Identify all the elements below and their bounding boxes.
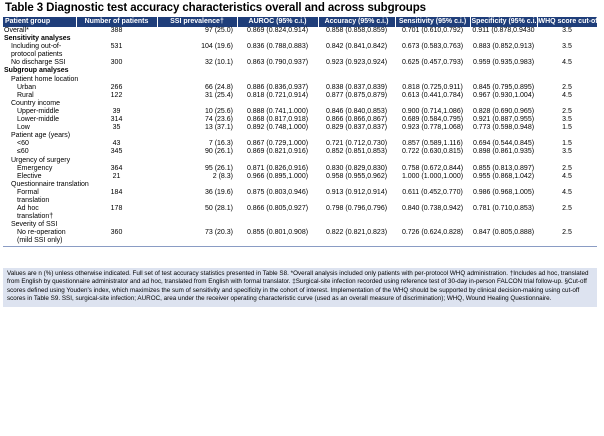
cell-patient-group: translation — [17, 196, 50, 204]
cell-patient-group: (mild SSI only) — [3, 237, 76, 246]
cell-whq-cutoff: 3.5 — [562, 43, 572, 51]
table-row — [3, 35, 597, 43]
cell-accuracy: 0.798 (0.796,0.796) — [325, 205, 388, 213]
cell-patient-group: Questionnaire translation — [11, 180, 89, 188]
cell-specificity — [470, 132, 537, 140]
cell-sensitivity: 0.613 (0.441,0.784) — [401, 91, 464, 99]
cell-sensitivity: 0.689 (0.584,0.795) — [401, 116, 464, 124]
cell-whq-cutoff: 3.5 — [562, 116, 572, 124]
cell-patient-group: Formal — [17, 188, 39, 196]
cell-specificity — [470, 237, 537, 246]
cell-specificity: 0.883 (0.852,0.913) — [472, 43, 535, 51]
table-row — [3, 221, 597, 229]
cell-whq-cutoff — [537, 221, 597, 229]
cell-auroc: 0.866 (0.805,0.927) — [246, 205, 309, 213]
cell-number-of-patients: 178 — [110, 205, 123, 213]
cell-ssi-prevalence — [157, 67, 237, 75]
table-row — [3, 67, 597, 75]
cell-number-of-patients: 364 — [110, 164, 123, 172]
table-row — [3, 197, 597, 205]
cell-specificity: 0.986 (0.968,1.005) — [472, 188, 535, 196]
col-header-ssi-prevalence: SSI prevalence† — [157, 17, 237, 27]
cell-auroc: 0.888 (0.741,1.000) — [246, 107, 309, 115]
table-row — [3, 157, 597, 165]
cell-specificity — [470, 67, 537, 75]
cell-specificity: 0.855 (0.813,0.897) — [472, 164, 535, 172]
cell-accuracy — [318, 197, 395, 205]
cell-patient-group: Elective — [17, 172, 42, 180]
cell-accuracy — [318, 100, 395, 108]
cell-ssi-prevalence — [157, 197, 237, 205]
cell-whq-cutoff — [537, 100, 597, 108]
cell-specificity — [470, 76, 537, 84]
cell-patient-group: Emergency — [17, 164, 53, 172]
cell-specificity: 0.921 (0.887,0.955) — [472, 116, 535, 124]
cell-sensitivity: 0.923 (0.778,1.068) — [401, 124, 464, 132]
cell-whq-cutoff: 3.5 — [562, 148, 572, 156]
cell-patient-group: Country income — [11, 99, 61, 107]
cell-ssi-prevalence: 10 (25.6) — [204, 107, 233, 115]
table-row — [3, 76, 597, 84]
cell-number-of-patients: 122 — [110, 91, 123, 99]
cell-sensitivity — [395, 51, 470, 59]
cell-specificity — [470, 181, 537, 189]
cell-accuracy — [318, 76, 395, 84]
cell-sensitivity — [395, 132, 470, 140]
table-row — [3, 43, 597, 51]
cell-patient-group: Lower-middle — [17, 116, 60, 124]
cell-ssi-prevalence — [157, 100, 237, 108]
cell-number-of-patients: 43 — [112, 140, 121, 148]
cell-auroc: 0.871 (0.826,0.916) — [246, 164, 309, 172]
cell-ssi-prevalence: 13 (37.1) — [204, 124, 233, 132]
cell-sensitivity: 0.818 (0.725,0.911) — [402, 83, 463, 91]
cell-ssi-prevalence: 50 (28.1) — [204, 205, 233, 213]
cell-ssi-prevalence: 74 (23.6) — [204, 116, 233, 124]
cell-ssi-prevalence — [157, 157, 237, 165]
table-row — [3, 27, 597, 35]
cell-ssi-prevalence: 7 (16.3) — [208, 140, 233, 148]
cell-number-of-patients: 35 — [112, 124, 121, 132]
cell-specificity: 0.845 (0.795,0.895) — [472, 83, 535, 91]
cell-auroc: 0.868 (0.817,0.918) — [246, 116, 309, 124]
cell-whq-cutoff: 2.5 — [562, 229, 572, 237]
table-row — [3, 92, 597, 100]
cell-auroc: 0.855 (0.801,0.908) — [246, 229, 309, 237]
cell-specificity: 0.828 (0.690,0.965) — [472, 107, 535, 115]
cell-sensitivity — [395, 181, 470, 189]
cell-patient-group: <60 — [17, 140, 29, 148]
cell-accuracy: 0.842 (0.841,0.842) — [325, 43, 388, 51]
cell-auroc — [237, 100, 318, 108]
cell-patient-group: translation† — [17, 213, 54, 221]
cell-whq-cutoff — [537, 35, 597, 43]
cell-accuracy: 0.866 (0.866,0.867) — [325, 116, 388, 124]
cell-ssi-prevalence — [157, 181, 237, 189]
cell-number-of-patients — [76, 157, 157, 165]
cell-accuracy: 0.846 (0.840,0.853) — [325, 107, 388, 115]
cell-ssi-prevalence — [157, 35, 237, 43]
table-row — [3, 229, 597, 237]
cell-specificity — [470, 197, 537, 205]
accuracy-table — [3, 17, 604, 247]
cell-specificity — [470, 35, 537, 43]
cell-accuracy: 0.923 (0.923,0.924) — [325, 59, 388, 67]
cell-auroc: 0.818 (0.721,0.914) — [246, 91, 309, 99]
table-row — [3, 181, 597, 189]
cell-auroc: 0.836 (0.788,0.883) — [246, 43, 309, 51]
cell-number-of-patients: 266 — [110, 83, 123, 91]
cell-whq-cutoff: 4.5 — [562, 59, 572, 67]
cell-sensitivity — [395, 213, 470, 221]
cell-accuracy — [318, 157, 395, 165]
cell-sensitivity — [395, 197, 470, 205]
cell-whq-cutoff: 2.5 — [562, 164, 572, 172]
cell-accuracy — [318, 67, 395, 75]
cell-sensitivity: 1.000 (1.000,1.000) — [401, 172, 464, 180]
table-row — [3, 148, 597, 156]
cell-specificity: 0.955 (0.868,1.042) — [472, 172, 535, 180]
cell-ssi-prevalence: 31 (25.4) — [204, 91, 233, 99]
table-row — [3, 173, 597, 181]
cell-whq-cutoff: 4.5 — [562, 172, 572, 180]
cell-whq-cutoff — [537, 132, 597, 140]
cell-auroc: 0.863 (0.790,0.937) — [246, 59, 309, 67]
table-header-row — [3, 17, 597, 27]
table-row — [3, 100, 597, 108]
cell-auroc — [237, 237, 318, 246]
table-row — [3, 51, 597, 59]
cell-auroc: 0.869 (0.824,0.914) — [246, 27, 309, 34]
col-header-auroc: AUROC (95% c.i.) — [237, 17, 318, 27]
cell-auroc: 0.966 (0.895,1.000) — [246, 172, 309, 180]
cell-ssi-prevalence: 73 (20.3) — [204, 229, 233, 237]
cell-accuracy: 0.822 (0.821,0.823) — [325, 229, 388, 237]
cell-ssi-prevalence — [157, 237, 237, 246]
cell-accuracy — [318, 213, 395, 221]
table-row — [3, 140, 597, 148]
cell-ssi-prevalence: 36 (19.6) — [204, 188, 233, 196]
cell-auroc — [237, 35, 318, 43]
cell-accuracy: 0.838 (0.837,0.839) — [325, 83, 388, 91]
cell-patient-group: protocol patients — [11, 51, 63, 59]
cell-auroc — [237, 67, 318, 75]
cell-number-of-patients — [76, 197, 157, 205]
col-header-accuracy: Accuracy (95% c.i.) — [318, 17, 395, 27]
cell-specificity — [470, 221, 537, 229]
cell-sensitivity — [395, 157, 470, 165]
cell-sensitivity: 0.840 (0.738,0.942) — [401, 205, 464, 213]
table-row — [3, 237, 597, 246]
cell-number-of-patients — [76, 35, 157, 43]
cell-sensitivity — [395, 221, 470, 229]
cell-sensitivity: 0.673 (0.583,0.763) — [401, 43, 464, 51]
cell-patient-group: Urban — [17, 83, 37, 91]
cell-accuracy: 0.721 (0.712,0.730) — [325, 140, 388, 148]
cell-auroc: 0.886 (0.836,0.937) — [246, 83, 309, 91]
table-row — [3, 165, 597, 173]
cell-accuracy: 0.958 (0.955,0.962) — [325, 172, 388, 180]
cell-patient-group: ≤60 — [17, 148, 29, 156]
table-row — [3, 84, 597, 92]
cell-patient-group: Sensitivity analyses — [4, 35, 71, 43]
table-body — [3, 27, 597, 246]
cell-patient-group: Rural — [17, 91, 34, 99]
table-row — [3, 213, 597, 221]
cell-auroc — [237, 51, 318, 59]
cell-whq-cutoff — [537, 181, 597, 189]
cell-specificity — [470, 100, 537, 108]
cell-ssi-prevalence: 95 (26.1) — [204, 164, 233, 172]
cell-sensitivity — [395, 35, 470, 43]
cell-number-of-patients: 360 — [110, 229, 123, 237]
cell-specificity — [470, 157, 537, 165]
cell-number-of-patients — [76, 51, 157, 59]
cell-ssi-prevalence: 2 (8.3) — [212, 172, 233, 180]
table-row — [3, 132, 597, 140]
cell-auroc — [237, 181, 318, 189]
cell-sensitivity: 0.900 (0.714,1.086) — [401, 107, 464, 115]
cell-whq-cutoff: 3.5 — [562, 27, 572, 34]
col-header-whq-cutoff: WHQ score cut-off§ — [537, 17, 597, 27]
table-row — [3, 108, 597, 116]
cell-ssi-prevalence — [157, 51, 237, 59]
cell-patient-group: No discharge SSI — [11, 59, 66, 67]
cell-specificity — [470, 213, 537, 221]
cell-number-of-patients: 314 — [110, 116, 123, 124]
cell-specificity: 0.898 (0.861,0.935) — [472, 148, 535, 156]
cell-number-of-patients — [76, 213, 157, 221]
cell-auroc: 0.875 (0.803,0.946) — [246, 188, 309, 196]
cell-ssi-prevalence: 104 (19.6) — [201, 43, 233, 51]
table-row — [3, 59, 597, 67]
table-row — [3, 116, 597, 124]
cell-patient-group: Subgroup analyses — [4, 67, 69, 75]
cell-accuracy — [318, 51, 395, 59]
cell-patient-group: Severity of SSI — [11, 221, 58, 229]
cell-specificity: 0.781 (0.710,0.853) — [472, 205, 535, 213]
cell-specificity: 0.694 (0.544,0.845) — [472, 140, 535, 148]
cell-accuracy: 0.829 (0.837,0.837) — [325, 124, 388, 132]
col-header-patient-group: Patient group — [3, 17, 76, 27]
table-footnote: Values are n (%) unless otherwise indicated. Full set of test accuracy statistics presented in Table S8. *Overall analysis included only patients with per-protocol WHQ administration. †Includes ad hoc, translated from English by questionnaire administrator and ad hoc, translated from English with formal translator. ‡Surgical-site infection recorded using reference test of 30-day in-person FALCON trial follow-up. §Cut-off scores defined using Youden's index, which maximizes the sum of sensitivity and specificity in the cohort of interest. Implementation of the WHQ should be supported by clinical decision-making using cut-off scores in Table S9. SSI, surgical-site infection; AUROC, area under the receiver operating characteristic curve (used as an overall measure of discrimination); WHQ, Wound Healing Questionnaire. — [3, 268, 597, 307]
cell-number-of-patients: 21 — [112, 172, 121, 180]
cell-sensitivity — [395, 76, 470, 84]
cell-number-of-patients — [76, 67, 157, 75]
cell-auroc — [237, 132, 318, 140]
cell-patient-group: Ad hoc — [17, 205, 39, 213]
cell-accuracy — [318, 221, 395, 229]
cell-specificity: 0.967 (0.930,1.004) — [472, 91, 535, 99]
cell-accuracy — [318, 132, 395, 140]
cell-specificity: 0.959 (0.935,0.983) — [472, 59, 535, 67]
cell-patient-group: Including out-of- — [11, 43, 62, 51]
cell-sensitivity: 0.758 (0.672,0.844) — [401, 164, 464, 172]
cell-accuracy: 0.830 (0.829,0.830) — [325, 164, 388, 172]
cell-number-of-patients: 531 — [110, 43, 123, 51]
table-row — [3, 205, 597, 213]
cell-auroc — [237, 213, 318, 221]
cell-accuracy — [318, 181, 395, 189]
cell-whq-cutoff: 2.5 — [562, 83, 572, 91]
cell-auroc: 0.892 (0.748,1.000) — [246, 124, 309, 132]
table-title: Table 3 Diagnostic test accuracy characteristics overall and across subgroups — [5, 2, 426, 14]
cell-patient-group: No re-operation — [17, 229, 66, 237]
cell-whq-cutoff — [537, 76, 597, 84]
cell-number-of-patients — [76, 100, 157, 108]
cell-accuracy — [318, 35, 395, 43]
cell-whq-cutoff: 4.5 — [562, 188, 572, 196]
cell-sensitivity: 0.857 (0.589,1.116) — [402, 140, 463, 148]
cell-ssi-prevalence: 66 (24.8) — [204, 83, 233, 91]
cell-specificity: 0.847 (0.805,0.888) — [472, 229, 535, 237]
cell-whq-cutoff — [537, 197, 597, 205]
table-row — [3, 189, 597, 197]
cell-accuracy: 0.858 (0.858,0.859) — [325, 27, 388, 34]
cell-specificity: 0.911 (0.878,0.9430 — [472, 27, 535, 34]
cell-number-of-patients — [76, 76, 157, 84]
cell-whq-cutoff: 4.5 — [562, 91, 572, 99]
cell-accuracy: 0.852 (0.851,0.853) — [325, 148, 388, 156]
cell-auroc — [237, 76, 318, 84]
cell-sensitivity: 0.611 (0.452,0.770) — [402, 188, 463, 196]
cell-auroc: 0.869 (0.821,0.916) — [246, 148, 309, 156]
cell-sensitivity — [395, 67, 470, 75]
cell-whq-cutoff: 1.5 — [562, 140, 572, 148]
cell-accuracy: 0.913 (0.912,0.914) — [325, 188, 388, 196]
cell-sensitivity — [395, 100, 470, 108]
col-header-number-of-patients: Number of patients — [76, 17, 157, 27]
cell-accuracy — [318, 237, 395, 246]
cell-specificity: 0.773 (0.598,0.948) — [472, 124, 535, 132]
cell-auroc: 0.867 (0.729,1.000) — [246, 140, 309, 148]
cell-ssi-prevalence: 97 (25.0) — [204, 27, 233, 34]
cell-whq-cutoff — [537, 67, 597, 75]
cell-number-of-patients — [76, 221, 157, 229]
cell-sensitivity: 0.625 (0.457,0.793) — [401, 59, 464, 67]
cell-patient-group: Patient home location — [11, 75, 79, 83]
cell-whq-cutoff — [537, 51, 597, 59]
cell-sensitivity — [395, 237, 470, 246]
col-header-sensitivity: Sensitivity (95% c.i.) — [395, 17, 470, 27]
cell-specificity — [470, 51, 537, 59]
cell-number-of-patients — [76, 132, 157, 140]
cell-whq-cutoff — [537, 237, 597, 246]
cell-ssi-prevalence: 90 (26.1) — [204, 148, 233, 156]
cell-number-of-patients: 388 — [110, 27, 123, 34]
cell-ssi-prevalence — [157, 132, 237, 140]
table-row — [3, 124, 597, 132]
cell-sensitivity: 0.701 (0.610,0.792) — [401, 27, 464, 34]
cell-patient-group: Urgency of surgery — [11, 156, 71, 164]
col-header-specificity: Specificity (95% c.i.) — [470, 17, 537, 27]
cell-patient-group: Upper-middle — [17, 107, 60, 115]
cell-ssi-prevalence — [157, 76, 237, 84]
cell-ssi-prevalence — [157, 221, 237, 229]
cell-sensitivity: 0.722 (0.630,0.815) — [401, 148, 464, 156]
cell-auroc — [237, 157, 318, 165]
cell-accuracy: 0.877 (0.875,0.879) — [325, 91, 388, 99]
cell-ssi-prevalence: 32 (10.1) — [204, 59, 233, 67]
cell-auroc — [237, 221, 318, 229]
cell-patient-group: Overall* — [4, 27, 29, 34]
cell-sensitivity: 0.726 (0.624,0.828) — [401, 229, 464, 237]
cell-number-of-patients: 345 — [110, 148, 123, 156]
cell-whq-cutoff: 1.5 — [562, 124, 572, 132]
cell-whq-cutoff: 2.5 — [562, 205, 572, 213]
cell-whq-cutoff — [537, 157, 597, 165]
cell-patient-group: Low — [17, 124, 30, 132]
cell-number-of-patients — [76, 237, 157, 246]
cell-auroc — [237, 197, 318, 205]
cell-whq-cutoff — [537, 213, 597, 221]
cell-patient-group: Patient age (years) — [11, 132, 71, 140]
cell-whq-cutoff: 2.5 — [562, 107, 572, 115]
cell-number-of-patients: 39 — [112, 107, 121, 115]
cell-ssi-prevalence — [157, 213, 237, 221]
cell-number-of-patients: 300 — [110, 59, 123, 67]
cell-number-of-patients: 184 — [110, 188, 123, 196]
